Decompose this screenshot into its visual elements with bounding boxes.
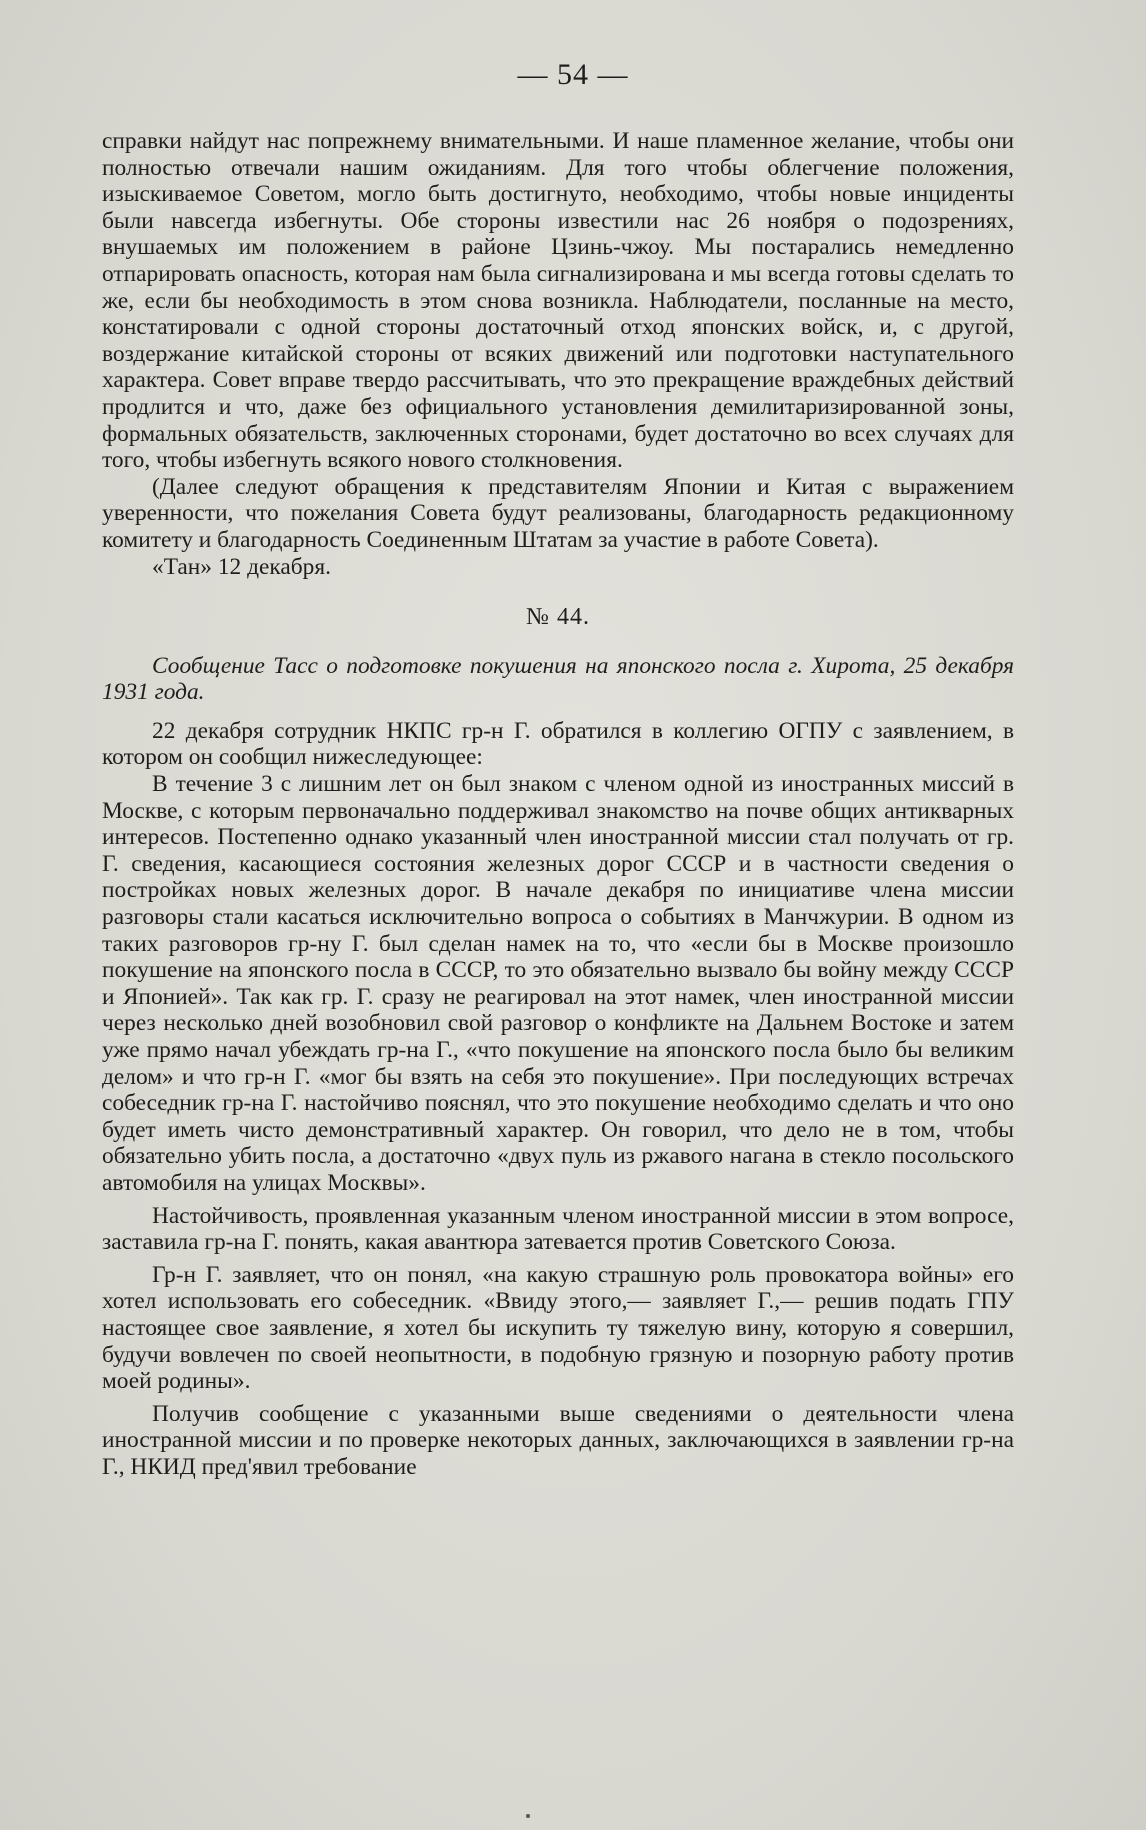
document-title: Сообщение Тасс о подготовке покушения на японского посла г. Хирота, 25 декабря 1931 года. — [102, 652, 1014, 706]
paragraph: Гр-н Г. заявляет, что он понял, «на какую страшную роль провокатора войны» его хотел использовать его собеседник. «Ввиду этого,— заявляет Г.,— решив подать ГПУ настоящее свое заявление, я хотел бы искупить ту тяжелую вину, которую я совершил, будучи вовлечен по своей неопытности, в подобную грязную и позорную работу против моей родины». — [102, 1261, 1014, 1395]
paragraph: В течение 3 с лишним лет он был знаком с членом одной из иностранных миссий в Москве, с которым первоначально поддерживал знакомство на почве общих антикварных интересов. Постепенно однако указанный член иностранной миссии стал получать от гр. Г. сведения, касающиеся состояния железных дорог СССР и в частности сведения о постройках новых железных дорог. В начале декабря по инициативе члена миссии разговоры стали касаться исключительно вопроса о событиях в Манчжурии. В одном из таких разговоров гр-ну Г. был сделан намек на то, что «если бы в Москве произошло покушение на японского посла в СССР, то это обязательно вызвало бы войну между СССР и Японией». Так как гр. Г. сразу не реагировал на этот намек, член иностранной миссии через несколько дней возобновил свой разговор о конфликте на Дальнем Востоке и затем уже прямо начал убеждать гр-на Г., «что покушение на японского посла было бы великим делом» и что гр-н Г. «мог бы взять на себя это покушение». При последующих встречах собеседник гр-на Г. настойчиво пояснял, что это покушение необходимо сделать и что оно будет иметь чисто демонстративный характер. Он говорил, что дело не в том, чтобы обязательно убить посла, а достаточно «двух пуль из ржавого нагана в стекло посольского автомобиля на улицах Москвы». — [102, 771, 1014, 1196]
paragraph-continued: справки найдут нас попрежнему внимательными. И наше пламенное желание, чтобы они полностью отвечали нашим ожиданиям. Для того чтобы облегчение положения, изыскиваемое Советом, могло быть достигнуто, необходимо, чтобы новые инциденты были навсегда избегнуты. Обе стороны известили нас 26 ноября о подозрениях, внушаемых им положением в районе Цзинь-чжоу. Мы постарались немедленно отпарировать опасность, которая нам была сигнализирована и мы всегда готовы сделать то же, если бы необходимость в этом снова возникла. Наблюдатели, посланные на место, констатировали с одной стороны достаточный отход японских войск, и, с другой, воздержание китайской стороны от всяких движений или подготовки наступательного характера. Совет вправе твердо рассчитывать, что это прекращение враждебных действий продлится и что, даже без официального установления демилитаризированной зоны, формальных обязательств, заключенных сторонами, будет достаточно во всех случаях для того, чтобы избегнуть всякого нового столкновения. — [102, 128, 1014, 474]
paragraph: Настойчивость, проявленная указанным членом иностранной миссии в этом вопросе, заставила гр-на Г. понять, какая авантюра затевается против Советского Союза. — [102, 1202, 1014, 1256]
document-body — [102, 128, 1014, 1481]
print-speck — [526, 1814, 530, 1818]
page-number: — 54 — — [517, 58, 629, 91]
paragraph: 22 декабря сотрудник НКПС гр-н Г. обратился в коллегию ОГПУ с заявлением, в котором он сообщил нижеследующее: — [102, 717, 1014, 771]
document-number: № 44. — [526, 604, 590, 631]
paragraph-editorial-note: (Далее следуют обращения к представителям Японии и Китая с выражением уверенности, что пожелания Совета будут реализованы, благодарность редакционному комитету и благодарность Соединенным Штатам за участие в работе Совета). — [102, 473, 1014, 553]
source-citation: «Тан» 12 декабря. — [152, 553, 331, 580]
paragraph: Получив сообщение с указанными выше сведениями о деятельности члена иностранной миссии и по проверке некоторых данных, заключающихся в заявлении гр-на Г., НКИД пред'явил требование — [102, 1400, 1014, 1480]
